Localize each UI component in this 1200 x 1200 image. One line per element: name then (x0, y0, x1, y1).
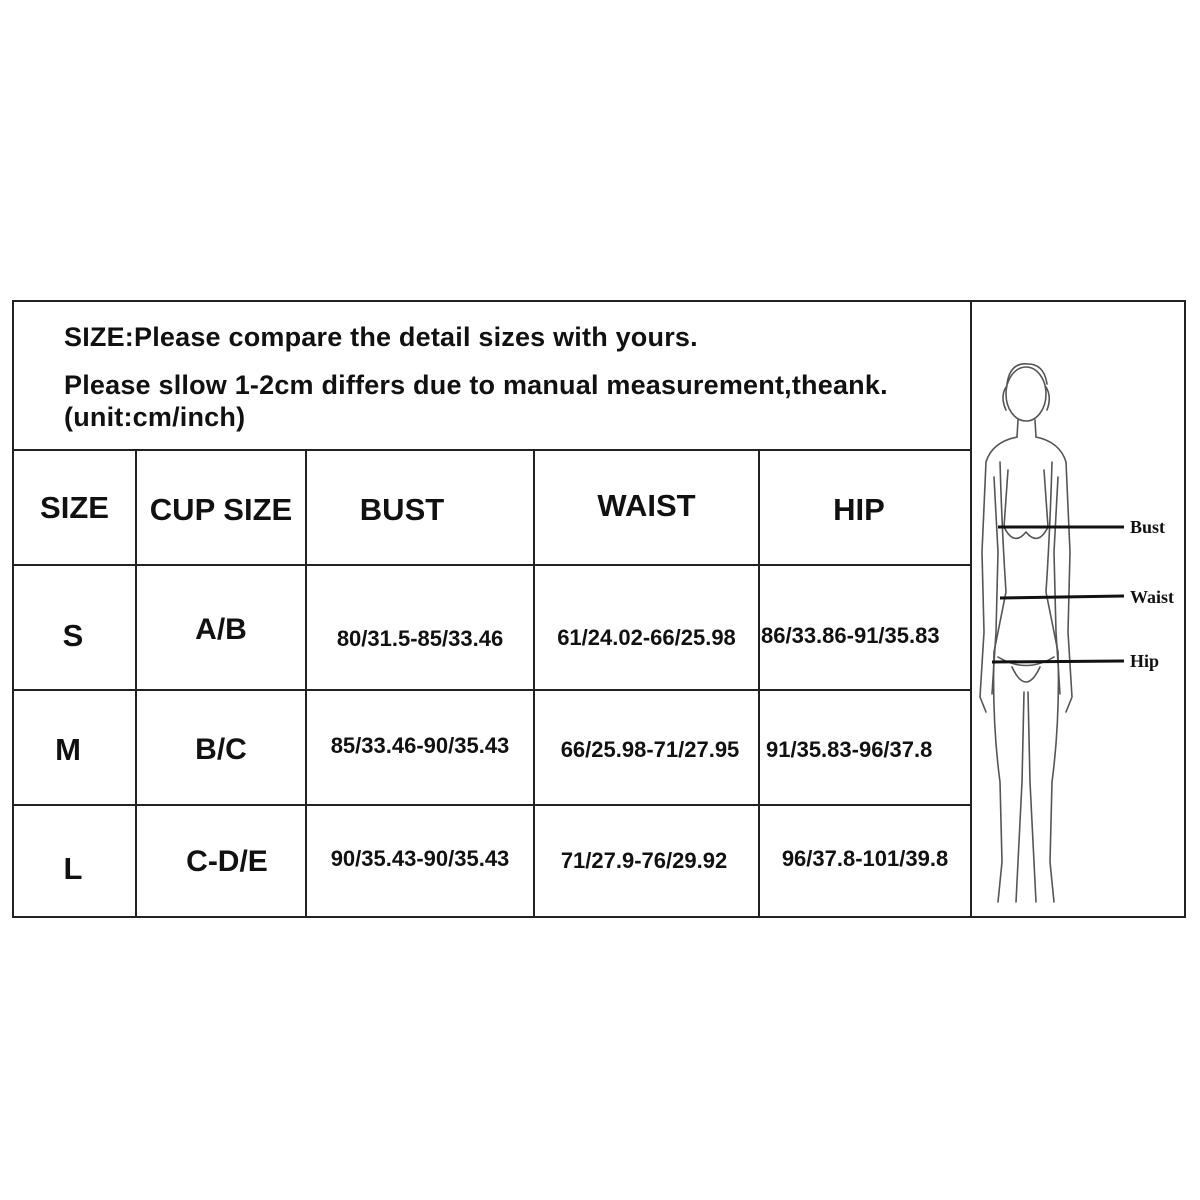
header-cup-size: CUP SIZE (149, 492, 293, 527)
header-hip: HIP (833, 492, 885, 527)
body-measurement-figure (972, 302, 1184, 916)
header-bust: BUST (359, 492, 445, 527)
table-row-size: S (62, 618, 84, 653)
table-row-cup: C-D/E (186, 845, 268, 878)
notice-line-1: SIZE:Please compare the detail sizes with yours. (64, 322, 698, 352)
table-row-size: L (63, 851, 83, 886)
table-row-bust: 90/35.43-90/35.43 (330, 846, 510, 871)
hip-measure-line (992, 661, 1124, 662)
waist-label: Waist (1130, 587, 1175, 607)
body-outline-illustration (972, 302, 1184, 916)
table-row-size: M (55, 732, 81, 767)
table-row-hip: 91/35.83-96/37.8 (766, 737, 933, 762)
table-row-hip: 96/37.8-101/39.8 (781, 846, 949, 871)
table-row-waist: 61/24.02-66/25.98 (557, 624, 736, 650)
table-row-bust: 80/31.5-85/33.46 (336, 625, 504, 651)
hip-label: Hip (1130, 651, 1160, 671)
table-row-bust: 85/33.46-90/35.43 (330, 733, 510, 758)
bust-label: Bust (1130, 517, 1166, 537)
table-row-waist: 66/25.98-71/27.95 (560, 737, 740, 762)
table-row-hip: 86/33.86-91/35.83 (761, 623, 940, 648)
waist-measure-line (1000, 596, 1124, 598)
size-notice (14, 302, 970, 450)
table-row-waist: 71/27.9-76/29.92 (560, 848, 728, 873)
table-row-cup: B/C (195, 733, 247, 766)
header-size: SIZE (40, 489, 109, 525)
table-row-cup: A/B (195, 613, 247, 646)
notice-line-2: Please sllow 1-2cm differs due to manual measurement,theank. (64, 370, 888, 400)
header-waist: WAIST (597, 488, 696, 523)
notice-unit: (unit:cm/inch) (64, 402, 246, 432)
